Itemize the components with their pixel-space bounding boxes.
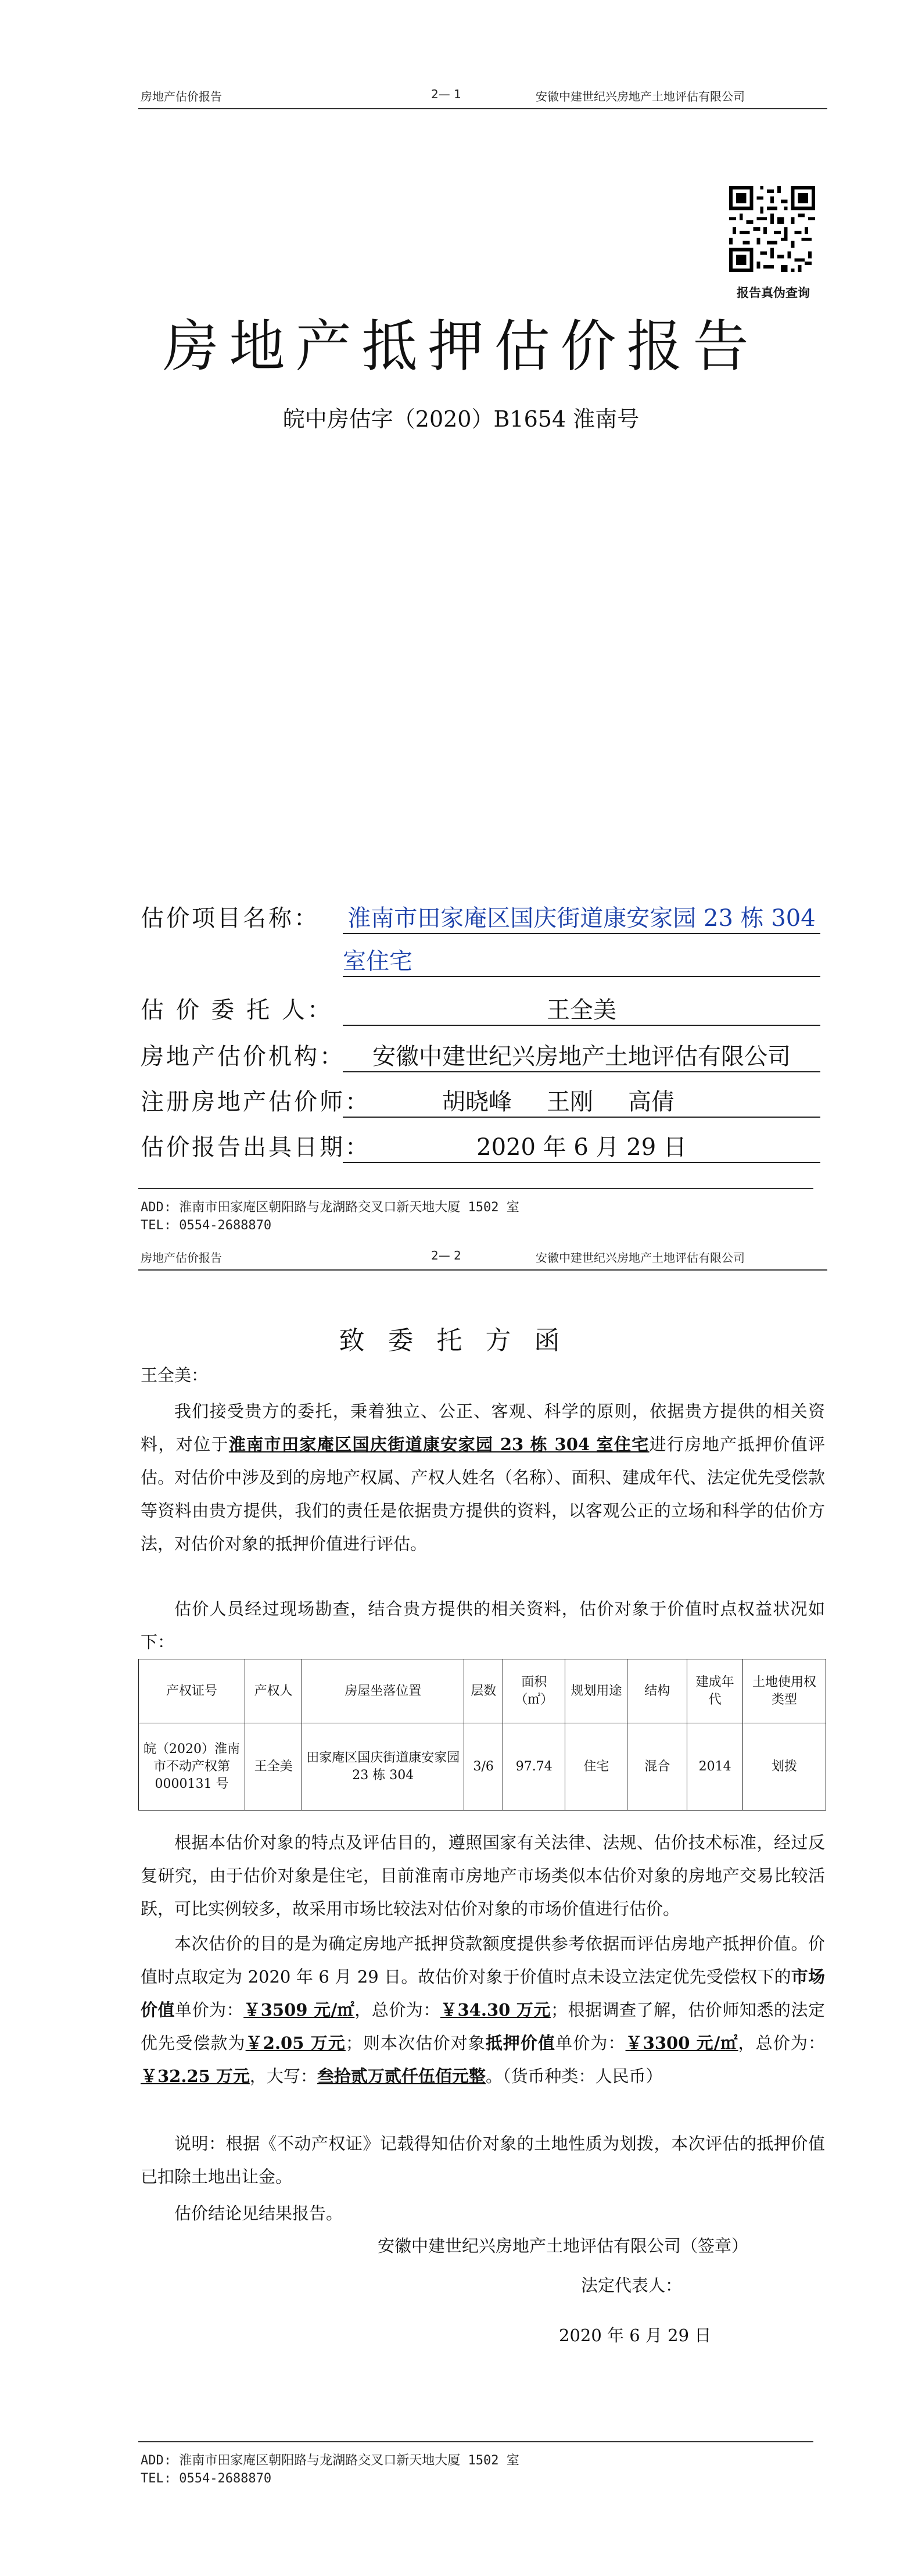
table-cell: 混合 (627, 1723, 687, 1811)
table-cell: 王全美 (245, 1723, 302, 1811)
report-date-row (141, 1129, 371, 1162)
salutation: 王全美： (141, 1365, 209, 1385)
mortgage-total-words: 叁拾贰万贰仟伍佰元整 (317, 2066, 486, 2086)
paragraph-4: 本次估价的目的是为确定房地产抵押贷款额度提供参考依据而评估房地产抵押价值。价值时点取定为 2020 年 6 月 29 日。故估价对象于价值时点未设立法定优先受偿权下的市场价值单价为：￥3509 元/㎡，总价为：￥34.30 万元；根据调查了解，估价师知悉的法定优先受偿款为￥2.05 万元；则本次估价对象抵押价值单价为：￥3300 元/㎡，总价为：￥32.25 万元，大写：叁拾贰万贰仟伍佰元整。（货币种类：人民币） (141, 1934, 825, 2086)
table-header-cell: 产权人 (245, 1659, 302, 1723)
page2-header-rule (138, 1269, 827, 1271)
market-total-price: ￥34.30 万元 (440, 2000, 551, 2020)
table-header-cell: 结构 (627, 1659, 687, 1723)
project-name-label: 估价项目名称： (141, 905, 320, 932)
page1-header-left: 房地产估价报告 (141, 90, 222, 103)
mortgage-unit-price: ￥3300 元/㎡ (625, 2033, 738, 2053)
page2-header-page-number: 2— 2 (431, 1248, 461, 1262)
paragraph-1: 我们接受贵方的委托，秉着独立、公正、客观、科学的原则，依据贵方提供的相关资料，对位于淮南市田家庵区国庆街道康安家园 23 栋 304 室住宅进行房地产抵押价值评估。对估价中涉及到的房地产权属、产权人姓名（名称）、面积、建成年代、法定优先受偿款等资料由贵方提供，我们的责任是依据贵方提供的资料，以客观公正的立场和科学的估价方法，对估价对象的抵押价值进行评估。 (141, 1401, 825, 1554)
page1-header-page-number: 2— 1 (431, 87, 461, 101)
project-name-row (141, 900, 320, 933)
page2-footer-address: ADD: 淮南市田家庵区朝阳路与龙湖路交叉口新天地大厦 1502 室 (141, 2453, 519, 2468)
agency-label: 房地产估价机构： (141, 1043, 345, 1070)
appraisers-label: 注册房地产估价师： (141, 1089, 371, 1115)
table-cell: 划拨 (743, 1723, 826, 1811)
report-title: 房地产抵押估价报告 (163, 314, 759, 379)
market-value-label: 市场价值 (141, 1967, 825, 2020)
page1-footer-rule (138, 1188, 813, 1189)
report-number: 皖中房估字（2020）B1654 淮南号 (282, 406, 640, 432)
appraisers-value (343, 1083, 820, 1118)
appraiser-3: 高倩 (628, 1089, 675, 1115)
agency-value: 安徽中建世纪兴房地产土地评估有限公司 (343, 1038, 820, 1072)
table-cell: 住宅 (565, 1723, 627, 1811)
letter-date: 2020 年 6 月 29 日 (559, 2325, 712, 2345)
agency-row (141, 1038, 345, 1071)
table-header-cell: 房屋坐落位置 (302, 1659, 464, 1723)
appraiser-2: 王刚 (547, 1089, 593, 1115)
project-name-value-line2: 室住宅 (343, 943, 820, 977)
table-row (139, 1723, 826, 1811)
page1-header-rule (138, 108, 827, 109)
client-label: 估 价 委 托 人： (141, 997, 333, 1024)
table-header-cell: 土地使用权类型 (743, 1659, 826, 1723)
mortgage-value-label: 抵押价值 (485, 2033, 556, 2053)
paragraph-2: 估价人员经过现场勘查，结合贵方提供的相关资料，估价对象于价值时点权益状况如下： (141, 1599, 825, 1652)
appraisers-row (141, 1083, 371, 1117)
letter-title: 致委托方函 (339, 1326, 583, 1355)
report-date-value: 2020 年 6 月 29 日 (343, 1129, 820, 1163)
table-header-cell: 建成年代 (687, 1659, 743, 1723)
qr-code-icon[interactable] (729, 186, 815, 272)
page1-footer-tel: TEL: 0554-2688870 (141, 1218, 272, 1233)
page2-header-left: 房地产估价报告 (141, 1251, 222, 1265)
market-unit-price: ￥3509 元/㎡ (243, 2000, 355, 2020)
property-address: 淮南市田家庵区国庆街道康安家园 23 栋 304 室住宅 (228, 1434, 650, 1454)
table-header-cell: 层数 (464, 1659, 503, 1723)
report-date-label: 估价报告出具日期： (141, 1134, 371, 1161)
page2-footer-rule (138, 2441, 813, 2442)
table-cell: 97.74 (503, 1723, 565, 1811)
page2-footer-tel: TEL: 0554-2688870 (141, 2471, 272, 2486)
priority-claim: ￥2.05 万元 (245, 2033, 346, 2053)
client-row (141, 992, 333, 1025)
client-value: 王全美 (343, 992, 820, 1026)
table-header-row (139, 1659, 826, 1723)
page1-footer-address: ADD: 淮南市田家庵区朝阳路与龙湖路交叉口新天地大厦 1502 室 (141, 1200, 519, 1215)
table-header-cell: 面积（㎡） (503, 1659, 565, 1723)
company-signature: 安徽中建世纪兴房地产土地评估有限公司（签章） (378, 2236, 749, 2256)
paragraph-6: 估价结论见结果报告。 (174, 2203, 343, 2223)
paragraph-5: 说明：根据《不动产权证》记载得知估价对象的土地性质为划拨，本次评估的抵押价值已扣除土地出让金。 (141, 2134, 825, 2187)
table-cell: 2014 (687, 1723, 743, 1811)
table-cell: 3/6 (464, 1723, 503, 1811)
table-header-cell: 产权证号 (139, 1659, 245, 1723)
table-cell: 皖（2020）淮南市不动产权第 0000131 号 (139, 1723, 245, 1811)
appraiser-1: 胡晓峰 (442, 1089, 512, 1115)
property-table (138, 1659, 826, 1811)
project-name-value-line1: 淮南市田家庵区国庆街道康安家园 23 栋 304 (343, 900, 820, 934)
paragraph-3: 根据本估价对象的特点及评估目的，遵照国家有关法律、法规、估价技术标准，经过反复研究，由于估价对象是住宅，目前淮南市房地产市场类似本估价对象的房地产交易比较活跃，可比实例较多，故采用市场比较法对估价对象的市场价值进行估价。 (141, 1833, 825, 1919)
mortgage-total-price: ￥32.25 万元 (141, 2066, 250, 2086)
qr-caption: 报告真伪查询 (737, 286, 810, 300)
table-header-cell: 规划用途 (565, 1659, 627, 1723)
page1-header-right: 安徽中建世纪兴房地产土地评估有限公司 (536, 90, 745, 103)
table-cell: 田家庵区国庆街道康安家园 23 栋 304 (302, 1723, 464, 1811)
legal-representative: 法定代表人： (581, 2276, 683, 2295)
page2-header-right: 安徽中建世纪兴房地产土地评估有限公司 (536, 1251, 745, 1265)
